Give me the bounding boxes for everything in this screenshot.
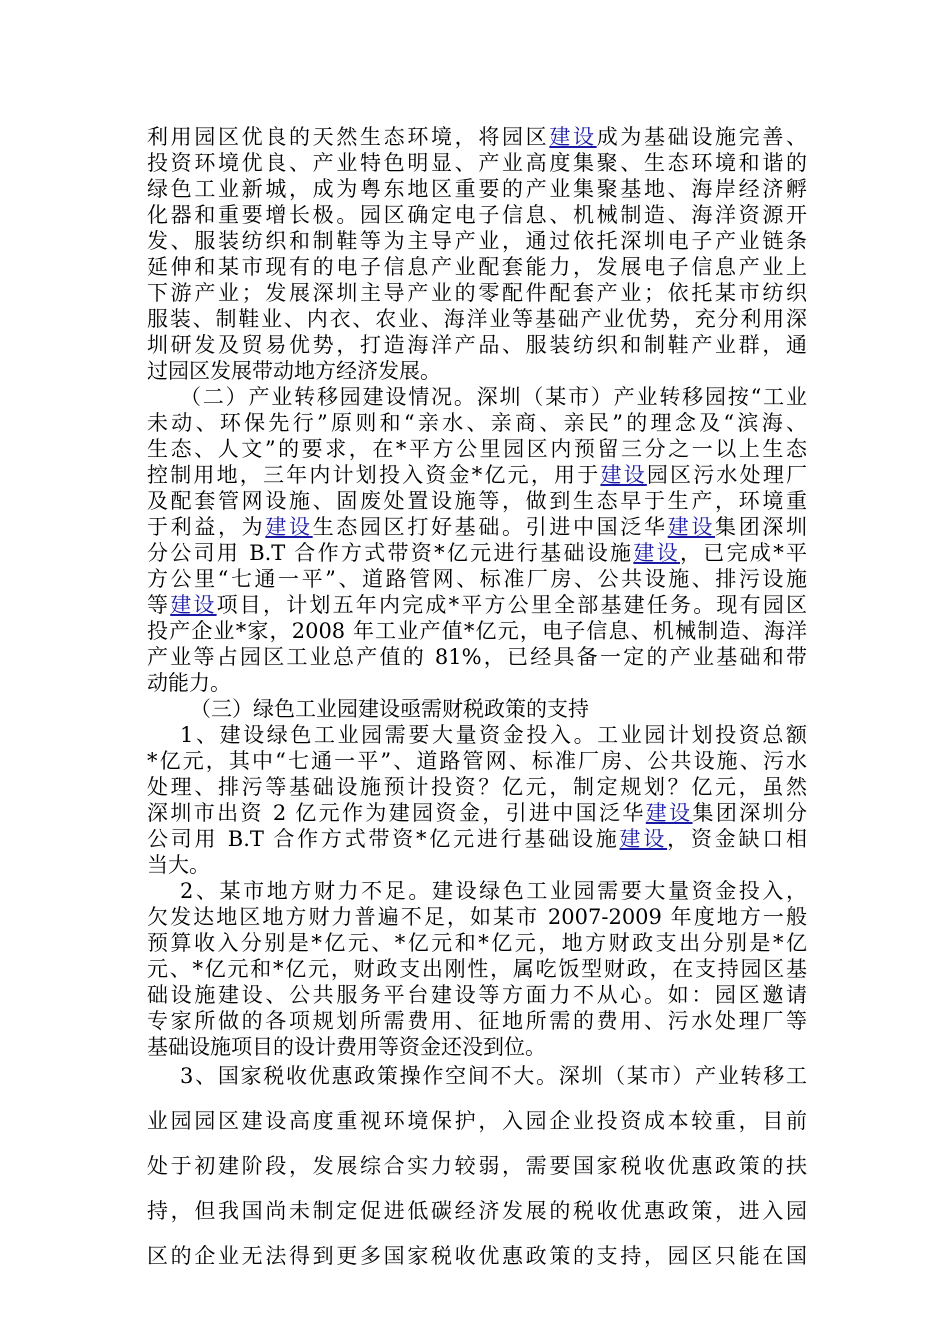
text-segment: 分公司用 B.T 合作方式带资*亿元进行基础设施 xyxy=(147,541,634,565)
text-segment: （二）产业转移园建设情况。深圳（某市）产业转移园按“工业 xyxy=(180,385,807,409)
text-line xyxy=(147,931,807,955)
text-segment: 成为基础设施完善、 xyxy=(596,125,808,149)
text-line xyxy=(147,437,807,461)
text-segment: 产业等占园区工业总产值的 81%，已经具备一定的产业基础和带 xyxy=(147,645,807,669)
text-segment: *亿元，其中“七通一平”、道路管网、标准厂房、公共设施、污水 xyxy=(147,749,807,773)
text-line xyxy=(147,957,807,981)
text-line xyxy=(147,749,807,773)
jianshe-link[interactable]: 建设 xyxy=(549,125,597,149)
text-segment: 业园园区建设高度重视环境保护，入园企业投资成本较重，目前 xyxy=(147,1109,807,1133)
text-segment: 欠发达地区地方财力普遍不足，如某市 2007-2009 年度地方一般 xyxy=(147,905,807,929)
text-line xyxy=(147,1199,807,1223)
text-line xyxy=(180,385,807,409)
text-line xyxy=(147,515,807,539)
text-segment: 处理、排污等基础设施预计投资？亿元，制定规划？亿元，虽然 xyxy=(147,775,807,799)
text-line xyxy=(147,463,807,487)
text-line xyxy=(147,593,807,617)
text-segment: 园区污水处理厂 xyxy=(646,463,808,487)
text-segment: 等 xyxy=(147,593,171,617)
text-segment: （三）绿色工业园建设亟需财税政策的支持 xyxy=(190,697,589,721)
text-segment: 于利益，为 xyxy=(147,515,266,539)
text-line xyxy=(147,151,807,175)
text-segment: 处于初建阶段，发展综合实力较弱，需要国家税收优惠政策的扶 xyxy=(147,1154,807,1178)
text-line xyxy=(147,853,807,877)
text-segment: 专家所做的各项规划所需费用、征地所需的费用、污水处理厂等 xyxy=(147,1009,807,1033)
text-segment: 未动、环保先行”原则和“亲水、亲商、亲民”的理念及“滨海、 xyxy=(147,411,807,435)
text-line xyxy=(147,125,807,149)
jianshe-link[interactable]: 建设 xyxy=(265,515,313,539)
text-line xyxy=(147,1244,807,1268)
text-segment: 1、建设绿色工业园需要大量资金投入。工业园计划投资总额 xyxy=(180,723,807,747)
text-segment: 服装、制鞋业、内衣、农业、海洋业等基础产业优势，充分利用深 xyxy=(147,307,807,331)
text-segment: ，已完成*平 xyxy=(679,541,808,565)
text-segment: 预算收入分别是*亿元、*亿元和*亿元，地方财政支出分别是*亿 xyxy=(147,931,807,955)
jianshe-link[interactable]: 建设 xyxy=(170,593,217,617)
text-segment: 公司用 B.T 合作方式带资*亿元进行基础设施 xyxy=(147,827,620,851)
text-segment: 当大。 xyxy=(147,853,210,877)
jianshe-link[interactable]: 建设 xyxy=(667,515,716,539)
text-segment: 控制用地，三年内计划投入资金*亿元，用于 xyxy=(147,463,601,487)
text-line xyxy=(147,775,807,799)
text-segment: 集团深圳分 xyxy=(692,801,807,825)
text-line xyxy=(147,619,807,643)
text-line xyxy=(147,489,807,513)
text-segment: 础设施建设、公共服务平台建设等方面力不从心。如：园区邀请 xyxy=(147,983,807,1007)
text-line xyxy=(180,1064,807,1088)
text-segment: 利用园区优良的天然生态环境，将园区 xyxy=(147,125,550,149)
jianshe-link[interactable]: 建设 xyxy=(600,463,647,487)
text-segment: 发、服装纺织和制鞋等为主导产业，通过依托深圳电子产业链条 xyxy=(147,229,807,253)
text-segment: 延伸和某市现有的电子信息产业配套能力，发展电子信息产业上 xyxy=(147,255,807,279)
text-line xyxy=(147,307,807,331)
text-line xyxy=(147,567,807,591)
text-segment: 生态园区打好基础。引进中国泛华 xyxy=(312,515,668,539)
text-line xyxy=(147,541,807,565)
text-line xyxy=(147,281,807,305)
jianshe-link[interactable]: 建设 xyxy=(633,541,680,565)
text-segment: 投资环境优良、产业特色明显、产业高度集聚、生态环境和谐的 xyxy=(147,151,807,175)
text-segment: 元、*亿元和*亿元，财政支出刚性，属吃饭型财政，在支持园区基 xyxy=(147,957,807,981)
text-segment: 基础设施项目的设计费用等资金还没到位。 xyxy=(147,1035,546,1059)
text-line xyxy=(147,333,807,357)
text-line xyxy=(147,411,807,435)
text-segment: 区的企业无法得到更多国家税收优惠政策的支持，园区只能在国 xyxy=(147,1244,807,1268)
jianshe-link[interactable]: 建设 xyxy=(619,827,668,851)
text-segment: 深圳市出资 2 亿元作为建园资金，引进中国泛华 xyxy=(147,801,646,825)
text-segment: 圳研发及贸易优势，打造海洋产品、服装纺织和制鞋产业群，通 xyxy=(147,333,807,357)
text-segment: 绿色工业新城，成为粤东地区重要的产业集聚基地、海岸经济孵 xyxy=(147,177,807,201)
text-segment: 项目，计划五年内完成*平方公里全部基建任务。现有园区 xyxy=(216,593,808,617)
text-segment: 3、国家税收优惠政策操作空间不大。深圳（某市）产业转移工 xyxy=(180,1064,807,1088)
text-line xyxy=(147,359,807,383)
text-line xyxy=(147,1109,807,1133)
text-line xyxy=(147,827,807,851)
text-line xyxy=(147,177,807,201)
text-line xyxy=(147,203,807,227)
text-segment: 化器和重要增长极。园区确定电子信息、机械制造、海洋资源开 xyxy=(147,203,807,227)
text-line xyxy=(147,1154,807,1178)
text-line xyxy=(147,1035,807,1059)
text-line xyxy=(180,723,807,747)
text-line xyxy=(147,801,807,825)
text-segment: 集团深圳 xyxy=(715,515,808,539)
text-segment: 及配套管网设施、固废处置设施等，做到生态早于生产，环境重 xyxy=(147,489,807,513)
text-line xyxy=(180,879,807,903)
text-segment: 生态、人文”的要求，在*平方公里园区内预留三分之一以上生态 xyxy=(147,437,807,461)
text-segment: 持，但我国尚未制定促进低碳经济发展的税收优惠政策，进入园 xyxy=(147,1199,807,1223)
text-segment: 2、某市地方财力不足。建设绿色工业园需要大量资金投入， xyxy=(180,879,807,903)
text-segment: 投产企业*家，2008 年工业产值*亿元，电子信息、机械制造、海洋 xyxy=(147,619,807,643)
text-line xyxy=(147,671,807,695)
text-segment: 过园区发展带动地方经济发展。 xyxy=(147,359,441,383)
text-line xyxy=(147,905,807,929)
text-segment: 动能力。 xyxy=(147,671,231,695)
text-line xyxy=(147,645,807,669)
text-segment: ，资金缺口相 xyxy=(667,827,808,851)
text-line xyxy=(147,255,807,279)
text-line xyxy=(147,229,807,253)
text-segment: 下游产业；发展深圳主导产业的零配件配套产业；依托某市纺织 xyxy=(147,281,807,305)
text-line xyxy=(147,1009,807,1033)
jianshe-link[interactable]: 建设 xyxy=(645,801,693,825)
text-line xyxy=(147,983,807,1007)
section-heading xyxy=(190,697,807,721)
text-segment: 方公里“七通一平”、道路管网、标准厂房、公共设施、排污设施 xyxy=(147,567,807,591)
